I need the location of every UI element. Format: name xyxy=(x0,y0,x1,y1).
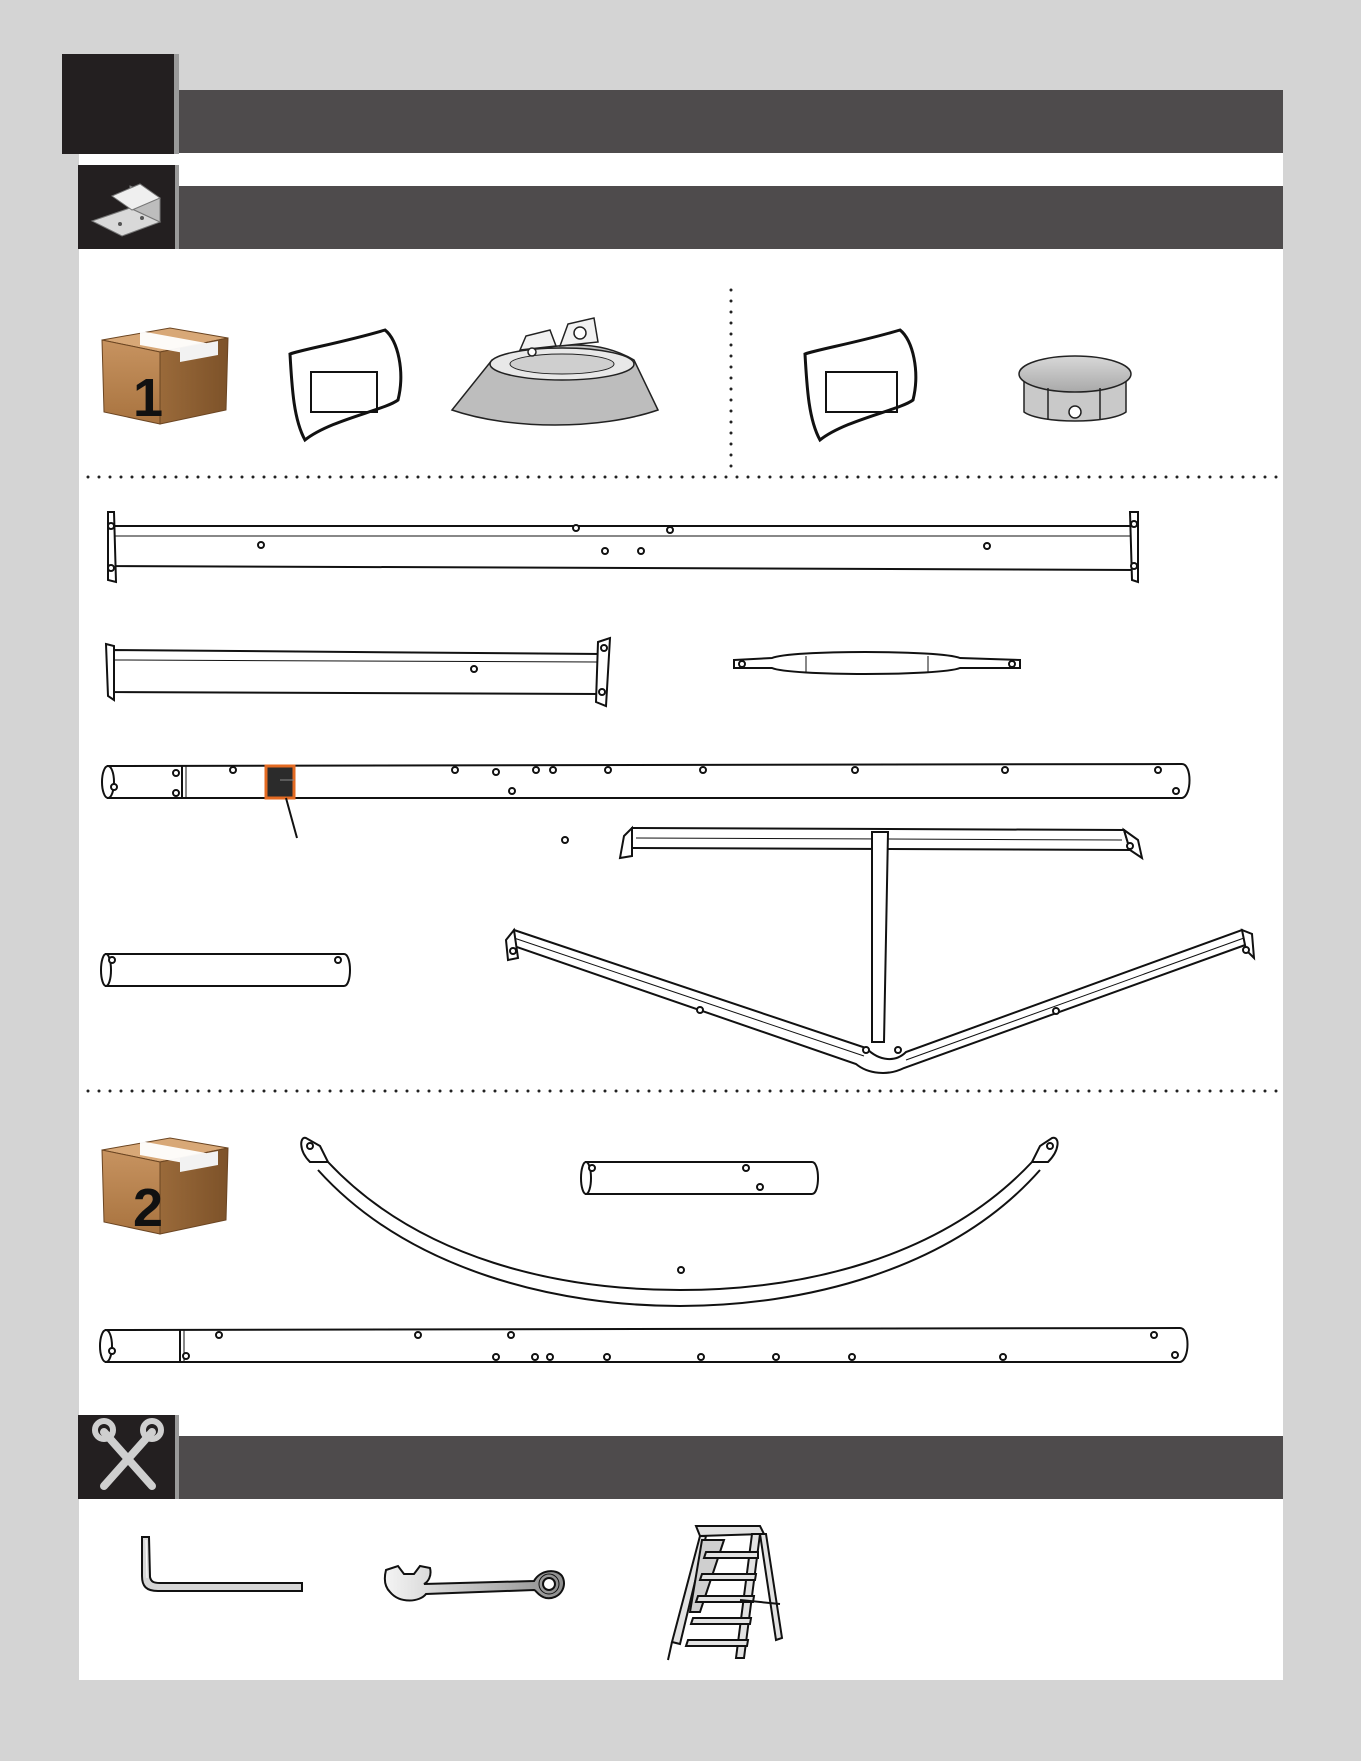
long-tube-1 xyxy=(102,764,1190,838)
short-tube-1 xyxy=(101,954,350,986)
part-label-sticker xyxy=(266,766,294,798)
hardware-bag-1 xyxy=(290,330,401,440)
box-2-number: 2 xyxy=(133,1178,164,1238)
hardware-bag-2 xyxy=(805,330,916,440)
top-beam xyxy=(108,512,1138,582)
spreader-strap xyxy=(734,652,1020,674)
ground-anchor-base xyxy=(452,318,658,425)
step-ladder xyxy=(668,1526,782,1660)
box-1-number: 1 xyxy=(133,368,164,428)
t-frame xyxy=(506,828,1254,1073)
long-tube-2 xyxy=(100,1328,1188,1362)
box-1 xyxy=(102,328,228,428)
wrench xyxy=(385,1566,564,1601)
bracket-icon xyxy=(92,184,160,236)
crossed-wrenches-icon xyxy=(95,1421,161,1486)
short-tube-2 xyxy=(581,1162,818,1194)
box-2 xyxy=(102,1138,228,1238)
end-cap xyxy=(1019,356,1131,421)
label-leader-line xyxy=(286,798,297,838)
hex-key xyxy=(142,1537,302,1591)
short-beam xyxy=(106,638,610,706)
